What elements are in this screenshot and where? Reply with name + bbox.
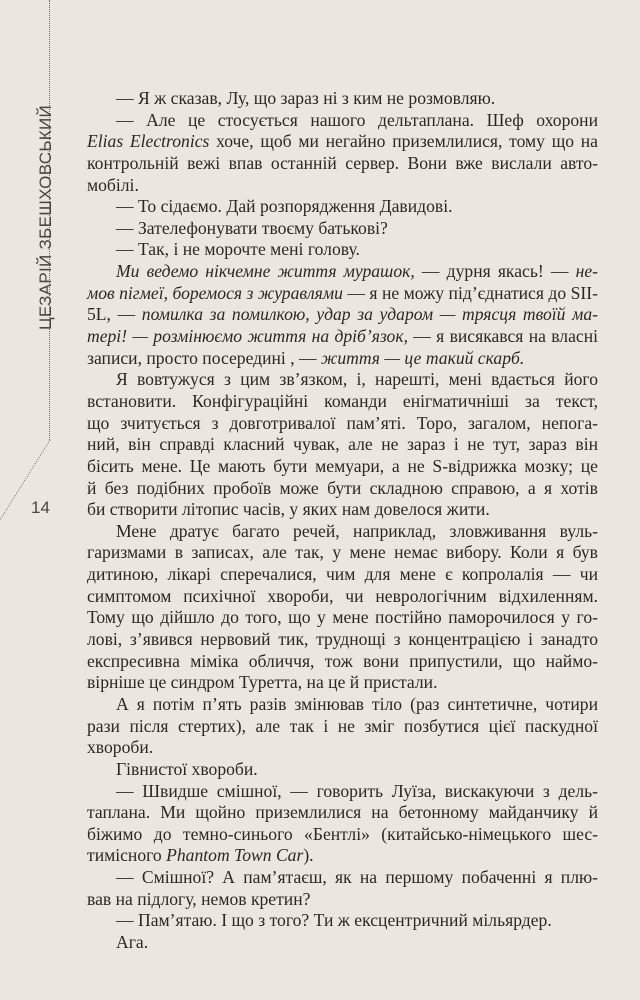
text-segment: бісить мене. Це мають бути мемуари, а не S-відрижка мозку; це <box>87 455 598 476</box>
text-segment: вав на підлогу, немов кретин? <box>87 888 311 909</box>
text-segment: — Так, і не морочте мені голову. <box>116 239 360 260</box>
text-segment: гаризмами в записах, але так, у мене немає вибору. Коли я був <box>87 542 598 563</box>
text-segment: — я не можу під’єднатися до SII- <box>342 282 598 303</box>
text-segment: Тому що дійшло до того, що у мене постійно паморочилося у го- <box>87 607 598 628</box>
text-segment: таплана. Ми щойно приземлилися на бетонному майданчику й <box>87 802 598 823</box>
text-segment: ). <box>303 845 314 866</box>
text-line <box>87 131 598 153</box>
text-line <box>87 239 598 261</box>
paragraph <box>87 781 598 868</box>
text-line <box>87 651 598 673</box>
text-line <box>87 607 598 629</box>
italic-text: Ми ведемо нікчемне життя мурашок, <box>116 261 415 282</box>
text-line <box>87 521 598 543</box>
text-line <box>87 737 598 759</box>
text-segment: мобілі. <box>87 174 139 195</box>
text-line <box>87 261 598 283</box>
text-line <box>87 391 598 413</box>
text-line <box>87 564 598 586</box>
text-line <box>87 153 598 175</box>
paragraph <box>87 759 598 781</box>
text-segment: дитиною, лікарі сперечалися, чим для мене є копролалія — чи <box>87 564 598 585</box>
paragraph <box>87 369 598 520</box>
italic-text: Phantom Town Car <box>166 845 304 866</box>
text-segment: — Пам’ятаю. І що з того? Ти ж ексцентричний мільярдер. <box>116 910 552 931</box>
text-line <box>87 283 598 305</box>
text-line <box>87 478 598 500</box>
text-segment: — То сідаємо. Дай розпорядження Давидові. <box>116 196 453 217</box>
italic-text: помилка за помилкою, удар за ударом — трясця твоїй ма- <box>141 304 598 325</box>
running-head-author: ЦЕЗАРІЙ ЗБЕШХОВСЬКИЙ <box>36 104 55 330</box>
text-line <box>87 586 598 608</box>
text-line <box>87 196 598 218</box>
text-line <box>87 802 598 824</box>
text-segment: би створити літопис часів, у яких нам довелося жити. <box>87 499 490 520</box>
text-line <box>87 434 598 456</box>
text-segment: 5L, — <box>87 304 142 325</box>
text-segment: — дурня якась! — <box>414 261 576 282</box>
text-line <box>87 175 598 197</box>
paragraph <box>87 261 598 369</box>
text-segment: вірніше це синдром Туретта, на це й пристали. <box>87 672 438 693</box>
text-line <box>87 759 598 781</box>
text-segment: — Смішної? А пам’ятаєш, як на першому побаченні я плю- <box>116 867 598 888</box>
text-segment: що зчитується з довготривалої пам’яті. Торо, загалом, непога- <box>87 412 598 433</box>
text-line <box>87 88 598 110</box>
text-line <box>87 629 598 651</box>
text-segment: хвороби. <box>87 737 154 758</box>
paragraph <box>87 239 598 261</box>
text-segment: рази після стертих), але так і не зміг позбутися цієї паскудної <box>87 715 598 736</box>
body-text <box>87 88 598 954</box>
text-segment: й без подібних пробоїв може бути складною справою, а я хотів <box>87 477 598 498</box>
text-line <box>87 694 598 716</box>
paragraph <box>87 910 598 932</box>
text-line <box>87 542 598 564</box>
text-segment: хоче, щоб ми негайно приземлилися, тому що на <box>209 131 598 152</box>
text-segment: Ага. <box>116 931 149 952</box>
text-segment: А я потім п’ять разів змінював тіло (раз синтетичне, чотири <box>116 693 598 714</box>
text-segment: лові, з’явився нервовий тик, труднощі з концентрацією і занадто <box>87 629 598 650</box>
text-line <box>87 932 598 954</box>
text-line <box>87 218 598 240</box>
text-line <box>87 910 598 932</box>
text-segment: встановити. Конфігураційні команди енігматичніші за текст, <box>87 390 598 411</box>
text-segment: експресивна міміка обличчя, тож вони припустили, що наймо- <box>87 650 598 671</box>
text-segment: тимісного <box>87 845 167 866</box>
text-line <box>87 304 598 326</box>
text-line <box>87 499 598 521</box>
text-segment: Я вовтужуся з цим зв’язком, і, нарешті, мені вдається його <box>116 369 598 390</box>
text-segment: Гівнистої хвороби. <box>116 758 258 779</box>
paragraph <box>87 694 598 759</box>
text-segment: Мене дратує багато речей, наприклад, зловживання вуль- <box>116 520 598 541</box>
paragraph <box>87 88 598 110</box>
text-line <box>87 716 598 738</box>
text-line <box>87 867 598 889</box>
text-line <box>87 348 598 370</box>
text-segment: біжимо до темно-синього «Бентлі» (китайсько-німецького шес- <box>87 823 598 844</box>
text-segment: симптомом психічної хвороби, чи неврологічним відхиленням. <box>87 585 598 606</box>
page-number: 14 <box>31 498 50 517</box>
paragraph <box>87 521 598 694</box>
text-segment: записи, просто посередині , — <box>87 347 322 368</box>
text-segment: контрольній вежі впав останній сервер. Вони вже вислали авто- <box>87 152 598 173</box>
text-segment: — Зателефонувати твоєму батькові? <box>116 217 388 238</box>
text-line <box>87 456 598 478</box>
paragraph <box>87 867 598 910</box>
italic-text: тері! — розмінюємо життя на дріб’язок, <box>87 326 408 347</box>
text-segment: — я висякався на власні <box>407 326 599 347</box>
text-line <box>87 413 598 435</box>
italic-text: мов пігмеї, боремося з журавлями <box>87 282 343 303</box>
text-line <box>87 845 598 867</box>
text-line <box>87 781 598 803</box>
text-line <box>87 889 598 911</box>
text-segment: — Швидше смішної, — говорить Луїза, вискакуючи з дель- <box>116 780 598 801</box>
text-line <box>87 369 598 391</box>
text-line <box>87 326 598 348</box>
italic-text: не- <box>575 261 599 282</box>
paragraph <box>87 196 598 218</box>
paragraph <box>87 110 598 197</box>
text-line <box>87 110 598 132</box>
text-segment: — Але це стосується нашого дельтаплана. Шеф охорони <box>116 109 598 130</box>
italic-text: життя — це такий скарб. <box>321 347 525 368</box>
text-segment: ний, він справді класний чувак, але не зараз і не тут, зараз він <box>87 434 598 455</box>
paragraph <box>87 932 598 954</box>
text-line <box>87 672 598 694</box>
text-line <box>87 824 598 846</box>
text-segment: — Я ж сказав, Лу, що зараз ні з ким не розмовляю. <box>116 88 496 108</box>
italic-text: Elias Electronics <box>87 131 210 152</box>
paragraph <box>87 218 598 240</box>
